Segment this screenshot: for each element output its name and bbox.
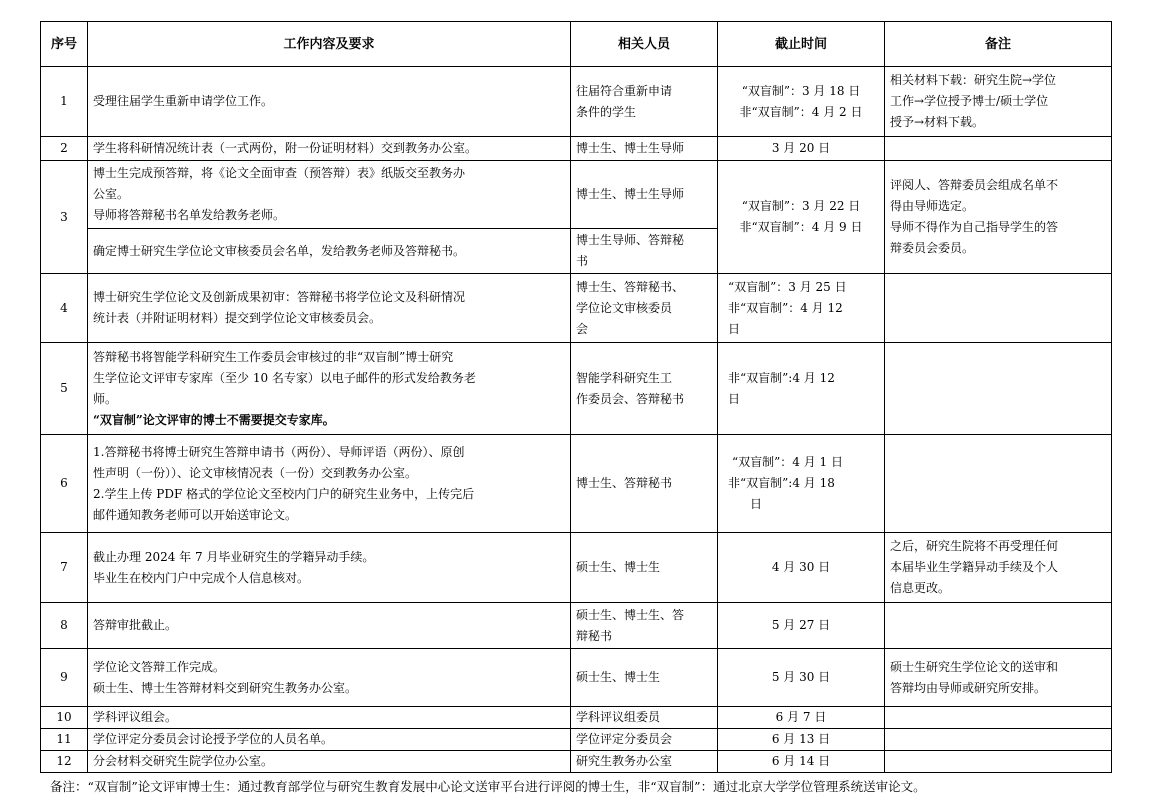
deadline-cell: 6 月 13 日 (718, 729, 885, 751)
remark-cell (885, 274, 1112, 343)
remark-cell (885, 707, 1112, 729)
table-row (41, 435, 1112, 533)
staff-cell: 博士生、博士生导师 (571, 161, 718, 229)
row-number: 9 (41, 649, 88, 707)
header-deadline: 截止时间 (718, 22, 885, 67)
row-number: 11 (41, 729, 88, 751)
row-number: 5 (41, 343, 88, 435)
remark-cell (885, 435, 1112, 533)
table-row (41, 161, 1112, 229)
deadline-cell: 3 月 20 日 (718, 137, 885, 161)
remark-cell (885, 343, 1112, 435)
row-number: 12 (41, 751, 88, 773)
remark-cell (885, 603, 1112, 649)
content-cell: 学位论文答辩工作完成。 硕士生、博士生答辩材料交到研究生教务办公室。 (88, 649, 571, 707)
remark-cell (885, 751, 1112, 773)
header-staff: 相关人员 (571, 22, 718, 67)
content-cell: 学位评定分委员会讨论授予学位的人员名单。 (88, 729, 571, 751)
content-cell: 答辩秘书将智能学科研究生工作委员会审核过的非“双盲制”博士研究 生学位论文评审专家库（至少 10 名专家）以电子邮件的形式发给教务老 师。 “双盲制”论文评审的博士不需要提交专家库。 (88, 343, 571, 435)
table-row (41, 533, 1112, 603)
staff-cell: 往届符合重新申请 条件的学生 (571, 67, 718, 137)
staff-cell: 学科评议组委员 (571, 707, 718, 729)
deadline-cell: “双盲制”：3 月 18 日 非“双盲制”：4 月 2 日 (718, 67, 885, 137)
staff-cell: 硕士生、博士生 (571, 649, 718, 707)
row-number: 4 (41, 274, 88, 343)
row-number: 8 (41, 603, 88, 649)
deadline-cell: “双盲制”：4 月 1 日 非“双盲制”:4 月 18 日 (718, 435, 885, 533)
content-cell: 截止办理 2024 年 7 月毕业研究生的学籍异动手续。 毕业生在校内门户中完成个人信息核对。 (88, 533, 571, 603)
header-row (41, 22, 1112, 67)
deadline-cell: 非“双盲制”:4 月 12 日 (718, 343, 885, 435)
staff-cell: 硕士生、博士生、答 辩秘书 (571, 603, 718, 649)
table-row (41, 274, 1112, 343)
content-cell: 博士生完成预答辩，将《论文全面审查（预答辩）表》纸版交至教务办 公室。 导师将答辩秘书名单发给教务老师。 (88, 161, 571, 229)
row-number: 1 (41, 67, 88, 137)
row-number: 7 (41, 533, 88, 603)
remark-cell: 评阅人、答辩委员会组成名单不 得由导师选定。 导师不得作为自己指导学生的答 辩委员会委员。 (885, 161, 1112, 274)
remark-cell: 之后，研究生院将不再受理任何 本届毕业生学籍异动手续及个人 信息更改。 (885, 533, 1112, 603)
row-number: 2 (41, 137, 88, 161)
remark-cell (885, 137, 1112, 161)
content-cell: 博士研究生学位论文及创新成果初审：答辩秘书将学位论文及科研情况 统计表（并附证明材料）提交到学位论文审核委员会。 (88, 274, 571, 343)
row-number: 6 (41, 435, 88, 533)
staff-cell: 智能学科研究生工 作委员会、答辩秘书 (571, 343, 718, 435)
content-cell: 分会材料交研究生院学位办公室。 (88, 751, 571, 773)
row-number: 3 (41, 161, 88, 274)
content-cell: 答辩审批截止。 (88, 603, 571, 649)
table-row (41, 603, 1112, 649)
content-cell: 1.答辩秘书将博士研究生答辩申请书（两份）、导师评语（两份）、原创 性声明（一份））、论文审核情况表（一份）交到教务办公室。 2.学生上传 PDF 格式的学位论文至校内门户的研究生业务中，上传完后 邮件通知教务老师可以开始送审论文。 (88, 435, 571, 533)
no-expert-pool-note: “双盲制”论文评审的博士不需要提交专家库。 (93, 412, 335, 427)
remark-cell (885, 729, 1112, 751)
content-cell: 学生将科研情况统计表（一式两份，附一份证明材料）交到教务办公室。 (88, 137, 571, 161)
header-no: 序号 (41, 22, 88, 67)
header-content: 工作内容及要求 (88, 22, 571, 67)
schedule-table (40, 21, 1112, 773)
content-cell: 学科评议组会。 (88, 707, 571, 729)
remark-cell: 硕士生研究生学位论文的送审和 答辩均由导师或研究所安排。 (885, 649, 1112, 707)
staff-cell: 博士生、博士生导师 (571, 137, 718, 161)
deadline-cell: 5 月 27 日 (718, 603, 885, 649)
deadline-cell: 4 月 30 日 (718, 533, 885, 603)
table-row (41, 729, 1112, 751)
staff-cell: 博士生、答辩秘书 (571, 435, 718, 533)
footnote: 备注：“双盲制”论文评审博士生：通过教育部学位与研究生教育发展中心论文送审平台进行评阅的博士生，非“双盲制”：通过北京大学学位管理系统送审论文。 (50, 779, 926, 794)
deadline-cell: “双盲制”：3 月 25 日 非“双盲制”：4 月 12 日 (718, 274, 885, 343)
staff-cell: 博士生导师、答辩秘 书 (571, 229, 718, 274)
content-cell: 受理往届学生重新申请学位工作。 (88, 67, 571, 137)
deadline-cell: 6 月 7 日 (718, 707, 885, 729)
staff-cell: 学位评定分委员会 (571, 729, 718, 751)
remark-cell: 相关材料下载：研究生院→学位 工作→学位授予博士/硕士学位 授予→材料下载。 (885, 67, 1112, 137)
table-row (41, 649, 1112, 707)
table-row (41, 67, 1112, 137)
table-row (41, 137, 1112, 161)
deadline-cell: 5 月 30 日 (718, 649, 885, 707)
header-remark: 备注 (885, 22, 1112, 67)
deadline-cell: “双盲制”：3 月 22 日 非“双盲制”：4 月 9 日 (718, 161, 885, 274)
content-cell: 确定博士研究生学位论文审核委员会名单，发给教务老师及答辩秘书。 (88, 229, 571, 274)
deadline-cell: 6 月 14 日 (718, 751, 885, 773)
row-number: 10 (41, 707, 88, 729)
table-row (41, 751, 1112, 773)
table-row (41, 343, 1112, 435)
staff-cell: 博士生、答辩秘书、 学位论文审核委员 会 (571, 274, 718, 343)
table-row (41, 707, 1112, 729)
staff-cell: 硕士生、博士生 (571, 533, 718, 603)
schedule-table-container (40, 21, 1112, 773)
staff-cell: 研究生教务办公室 (571, 751, 718, 773)
